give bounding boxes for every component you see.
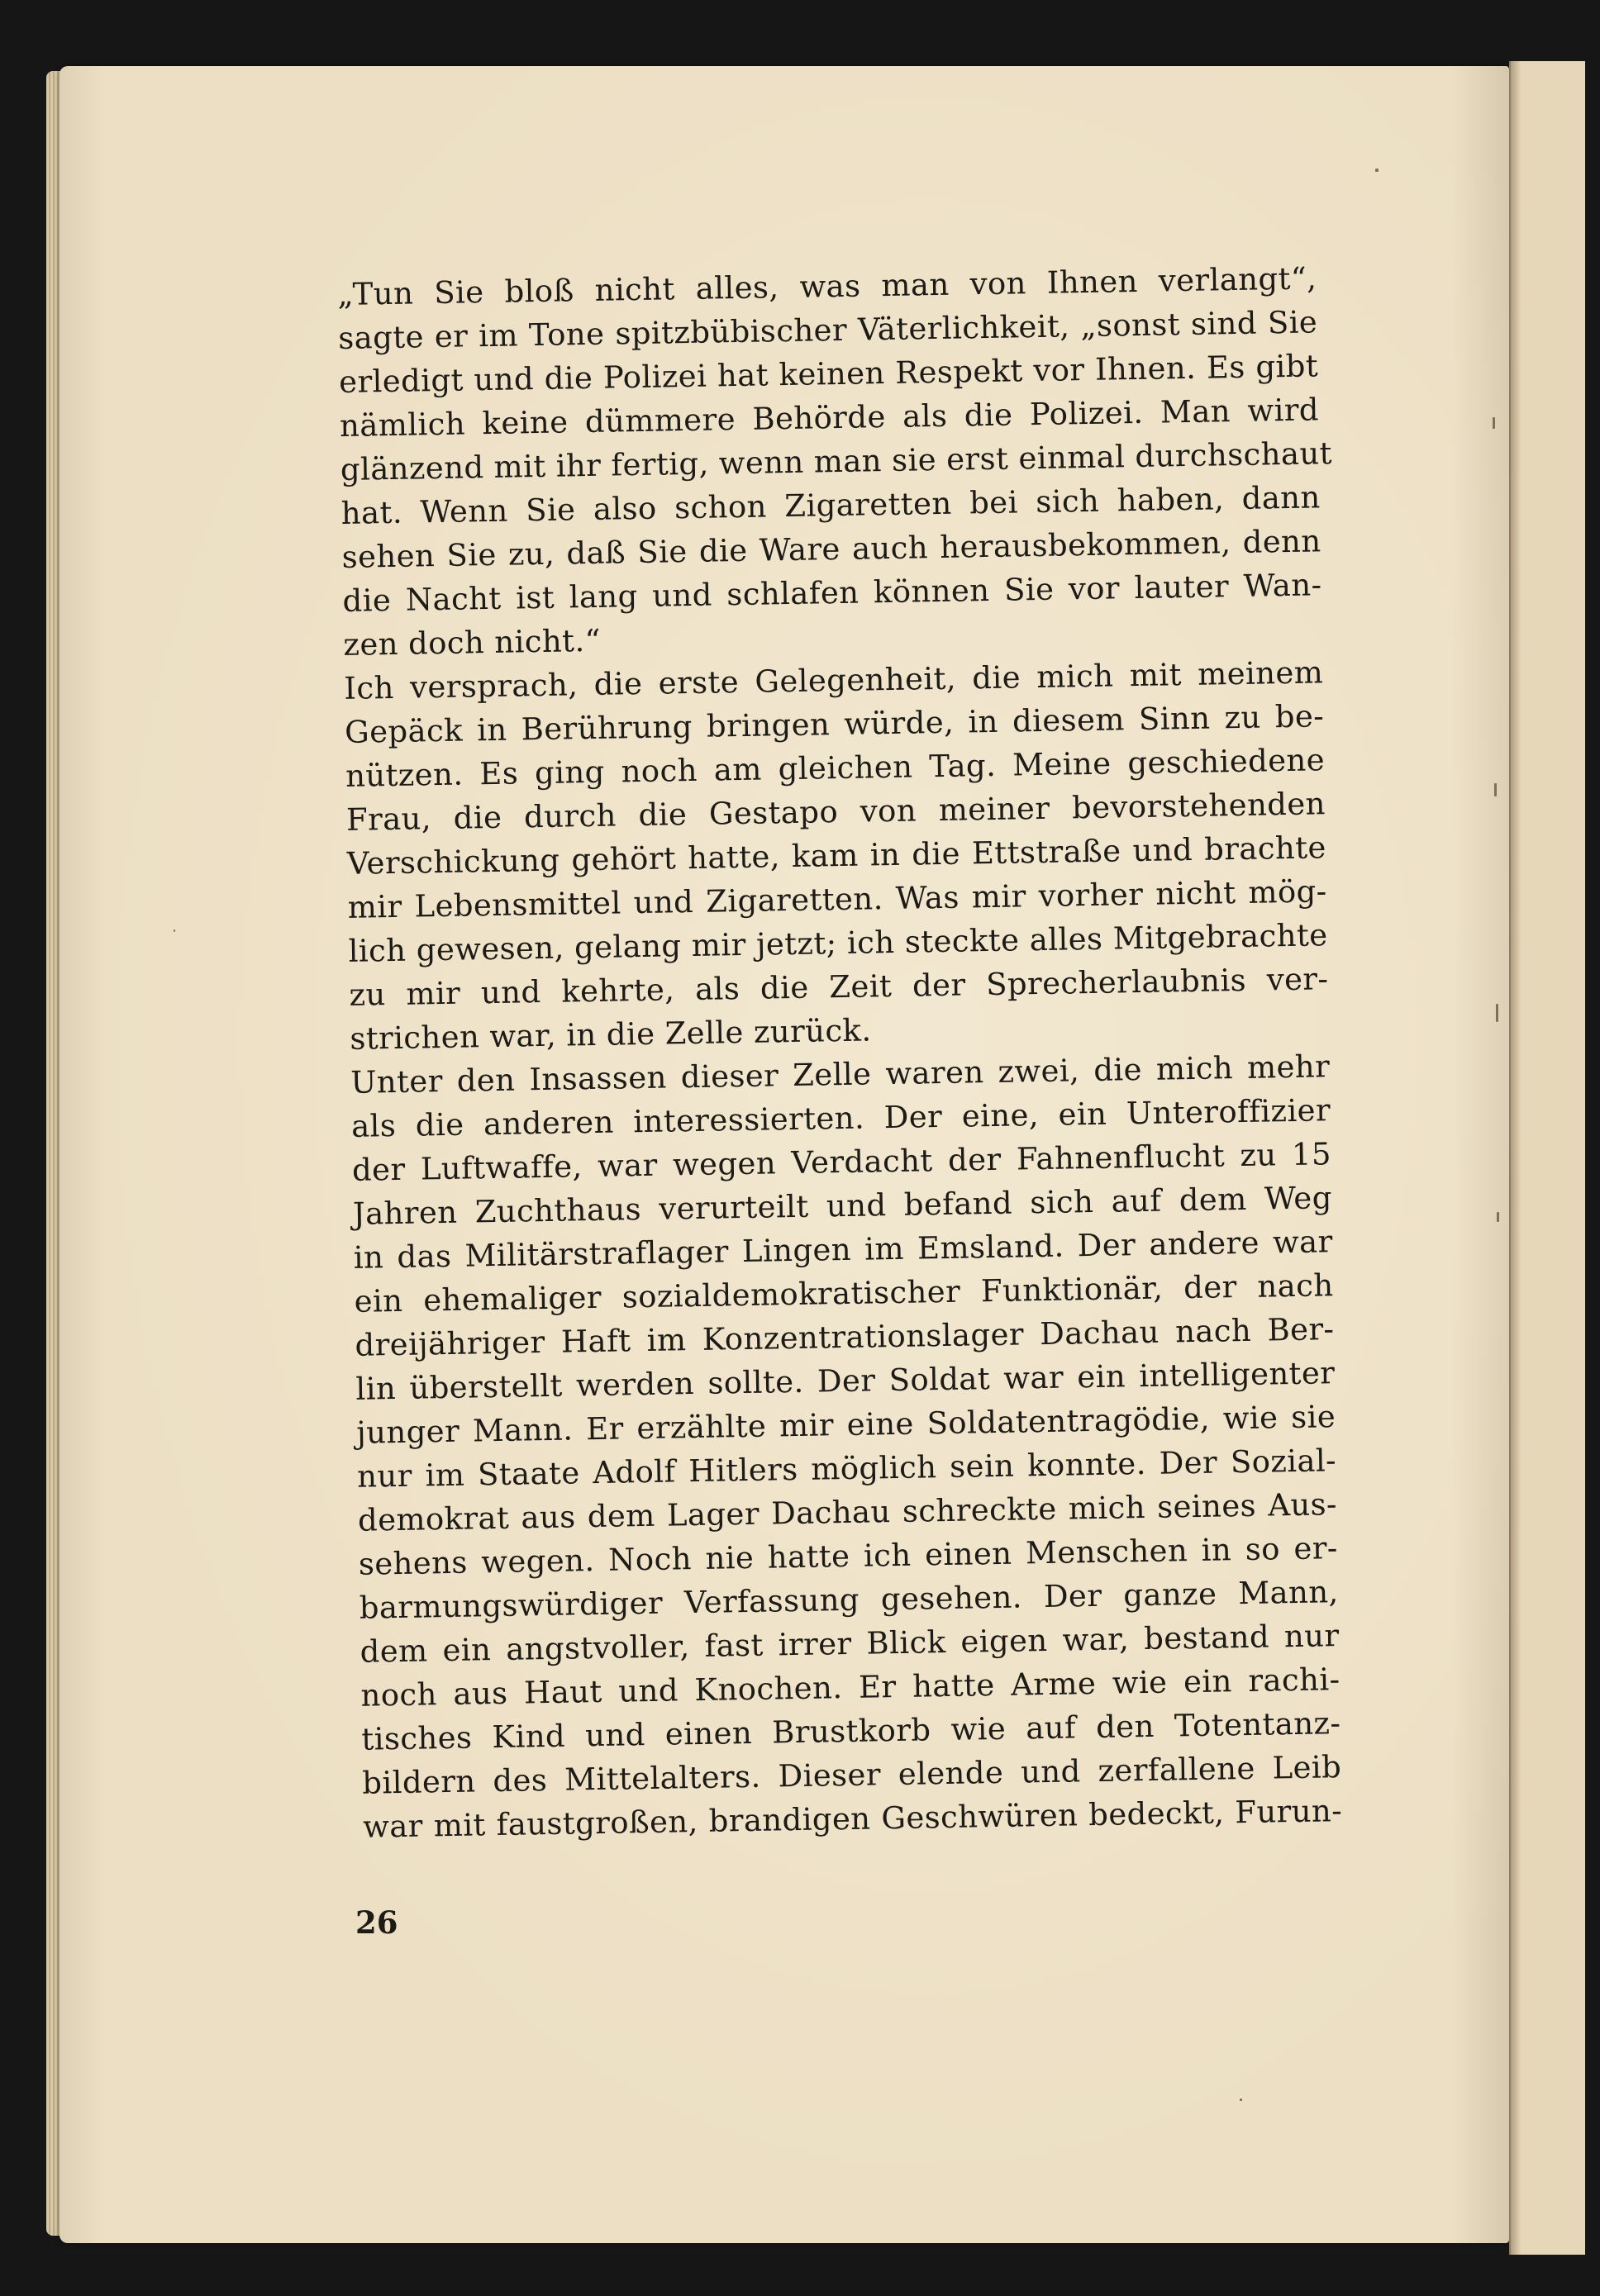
facing-page-edge — [1509, 61, 1585, 2255]
text-line: demokrat aus dem Lager Dachau schreckte mich seines Aus- — [357, 1486, 1338, 1538]
text-line: war mit faustgroßen, brandigen Geschwüren bedeckt, Furun- — [362, 1793, 1343, 1845]
text-line: Gepäck in Berührung bringen würde, in diesem Sinn zu be- — [344, 698, 1325, 750]
text-line: lich gewesen, gelang mir jetzt; ich steckte alles Mitgebrachte — [348, 917, 1328, 969]
text-line: junger Mann. Er erzählte mir eine Soldatentragödie, wie sie — [355, 1399, 1336, 1451]
text-line: als die anderen interessierten. Der eine, ein Unteroffizier — [350, 1092, 1331, 1144]
text-line: Verschickung gehört hatte, kam in die Ettstraße und brachte — [346, 830, 1327, 882]
text-line: Jahren Zuchthaus verurteilt und befand sich auf dem Weg — [352, 1180, 1333, 1232]
paper-speck — [1375, 169, 1379, 172]
text-line: der Luftwaffe, war wegen Verdacht der Fahnenflucht zu 15 — [351, 1136, 1332, 1188]
text-line: glänzend mit ihr fertig, wenn man sie erst einmal durchschaut — [340, 435, 1333, 487]
text-line: in das Militärstraflager Lingen im Emsland. Der andere war — [353, 1224, 1333, 1276]
text-line: dreijähriger Haft im Konzentrationslager Dachau nach Ber- — [355, 1311, 1335, 1363]
paper-speck — [1493, 417, 1495, 429]
text-line: noch aus Haut und Knochen. Er hatte Arme wie ein rachi- — [360, 1661, 1340, 1714]
text-line: sagte er im Tone spitzbübischer Väterlichkeit, „sonst sind Sie — [337, 304, 1318, 356]
text-line: sehen Sie zu, daß Sie die Ware auch herausbekommen, denn — [341, 523, 1321, 575]
paper-speck — [1497, 1212, 1499, 1222]
body-text — [337, 256, 1342, 1848]
paper-speck — [1240, 2099, 1242, 2101]
text-line: tisches Kind und einen Brustkorb wie auf den Totentanz- — [361, 1705, 1341, 1757]
paper-speck — [174, 929, 175, 932]
text-line: die Nacht ist lang und schlafen können Sie vor lauter Wan- — [342, 567, 1322, 619]
text-line: zu mir und kehrte, als die Zeit der Sprecherlaubnis ver- — [349, 961, 1329, 1013]
text-line: ein ehemaliger sozialdemokratischer Funktionär, der nach — [354, 1267, 1334, 1319]
text-line: Frau, die durch die Gestapo von meiner bevorstehenden — [345, 786, 1326, 838]
text-line: sehens wegen. Noch nie hatte ich einen Menschen in so er- — [358, 1530, 1339, 1582]
paper-speck — [1496, 1004, 1498, 1022]
text-line: dem ein angstvoller, fast irrer Blick eigen war, bestand nur — [360, 1618, 1340, 1670]
text-line: lin überstellt werden sollte. Der Soldat war ein intelligenter — [355, 1355, 1336, 1407]
page-number: 26 — [355, 1904, 398, 1941]
text-line: Ich versprach, die erste Gelegenheit, die mich mit meinem — [343, 654, 1324, 706]
text-line: barmungswürdiger Verfassung gesehen. Der ganze Mann, — [359, 1574, 1339, 1626]
text-line: nämlich keine dümmere Behörde als die Polizei. Man wird — [339, 392, 1320, 444]
text-line: „Tun Sie bloß nicht alles, was man von Ihnen verlangt“, — [337, 260, 1317, 312]
text-line: nur im Staate Adolf Hitlers möglich sein konnte. Der Sozial- — [356, 1443, 1337, 1495]
paper-speck — [1494, 783, 1497, 796]
text-line: hat. Wenn Sie also schon Zigaretten bei sich haben, dann — [340, 479, 1321, 531]
text-line: mir Lebensmittel und Zigaretten. Was mir vorher nicht mög- — [347, 873, 1327, 925]
text-line: bildern des Mittelalters. Dieser elende und zerfallene Leib — [361, 1749, 1342, 1801]
text-line: nützen. Es ging noch am gleichen Tag. Meine geschiedene — [345, 742, 1326, 794]
text-line: Unter den Insassen dieser Zelle waren zwei, die mich mehr — [350, 1048, 1331, 1100]
text-line: zen doch nicht.“ — [343, 622, 602, 663]
text-line: strichen war, in die Zelle zurück. — [350, 1012, 872, 1057]
text-line: erledigt und die Polizei hat keinen Respekt vor Ihnen. Es gibt — [338, 348, 1319, 400]
